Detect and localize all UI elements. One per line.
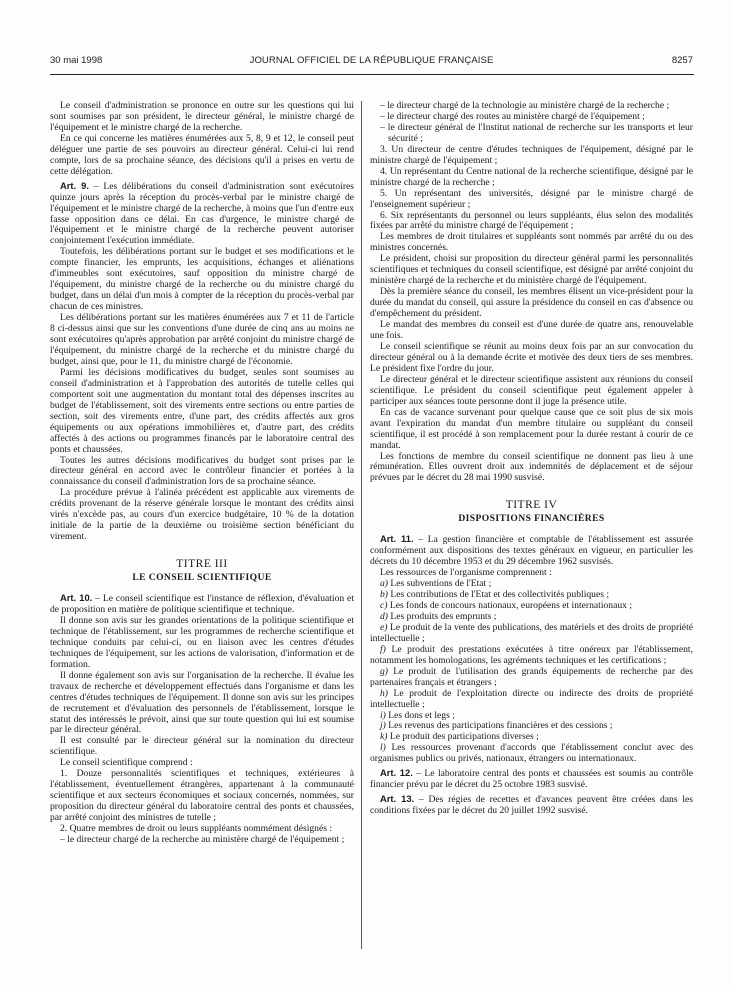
item-text: Les fonds de concours nationaux, européens et internationaux ; <box>387 599 633 611</box>
page-header <box>50 55 693 69</box>
article-10 <box>50 593 354 616</box>
item-text: Le produit des participations diverses ; <box>387 731 539 743</box>
item-text: Les produits des emprunts ; <box>388 610 497 622</box>
list-item: 1. Douze personnalités scientifiques et techniques, extérieures à l'établissement, éventuellement étrangères, appartenant à la communauté scientifique et aux secteurs économiques et sociaux concernés, nommées, sur proposition du directeur général du laboratoire central des ponts et chaussées, par arrêté conjoint des ministres de tutelle ; <box>50 768 354 824</box>
titre-subheading: LE CONSEIL SCIENTIFIQUE <box>132 572 272 584</box>
item-text: Le produit des prestations exécutées à titre onéreux par l'établissement, notamment les homologations, les agréments techniques et les certifications ; <box>370 643 693 666</box>
item-letter: d) <box>380 610 388 622</box>
item-text: Le produit de l'utilisation des grands équipements de recherche par des partenaires français et étrangers ; <box>370 665 693 688</box>
item-text: Le produit de l'exploitation directe ou indirecte des droits de propriété intellectuelle ; <box>370 687 693 710</box>
item-letter: c) <box>380 599 388 611</box>
item-text: Les subventions de l'Etat ; <box>388 578 492 590</box>
paragraph: Les membres de droit titulaires et suppléants sont nommés par arrêté du ou des ministres concernés. <box>370 231 693 254</box>
header-rule <box>50 74 694 75</box>
article-label: Art. 11. <box>380 533 414 545</box>
paragraph: Le conseil d'administration se prononce en outre sur les questions qui lui sont soumises par son président, le directeur général, le ministre chargé de l'équipement et le ministre chargé de la recherche. <box>50 100 354 133</box>
item-letter: i) <box>380 709 386 721</box>
paragraph: En cas de vacance survenant pour quelque cause que ce soit plus de six mois avant l'expiration du mandat d'un membre titulaire ou suppléant du conseil scientifique, il est procédé à son remplacement pour la durée restant à courir de ce mandat. <box>370 406 693 451</box>
dash-item: – le directeur général de l'Institut national de recherche sur les transports et leur sécurité ; <box>380 121 693 144</box>
item-text: Les revenus des participations financières et des cessions ; <box>385 720 613 732</box>
list-item: 6. Six représentants du personnel ou leurs suppléants, élus selon des modalités fixées par arrêté du ministre chargé de l'équipement ; <box>370 209 693 232</box>
dash-item: – le directeur chargé de la technologie au ministère chargé de la recherche ; <box>380 100 670 111</box>
paragraph: Toutefois, les délibérations portant sur le budget et ses modifications et le compte financier, les emprunts, les acquisitions, échanges et aliénations d'immeubles sont exécutoires, sauf opposition du ministre chargé de l'équipement, du ministre chargé de la recherche ou du ministre chargé du budget, dans un délai d'un mois à compter de la réception du procès-verbal par chacun de ces ministres. <box>50 246 354 313</box>
paragraph: Il donne son avis sur les grandes orientations de la politique scientifique et technique de l'établissement, sur les programmes de recherche scientifique et technique conduits par celui-ci, ou en liaison avec les centres d'études techniques de l'équipement, sur les actions de valorisation, d'information et de formation. <box>50 614 354 670</box>
paragraph: Les ressources de l'organisme comprennent : <box>380 567 552 579</box>
item-letter: a) <box>380 578 388 590</box>
item-text: Les ressources provenant d'accords que l'établissement conclut avec des organismes publics ou privés, nationaux, étrangers ou internationaux. <box>370 742 693 765</box>
list-item: 2. Quatre membres de droit ou leurs suppléants nommément désignés : <box>60 823 333 835</box>
item-letter: g) <box>380 665 388 677</box>
titre-subheading: DISPOSITIONS FINANCIÈRES <box>458 513 605 525</box>
left-column <box>50 101 354 846</box>
paragraph: La procédure prévue à l'alinéa précédent est applicable aux virements de crédits provenant de la réserve générale lorsque le montant des crédits ainsi virés n'excède pas, au cours d'un exercice budgétaire, 10 % de la dotation initiale de la partie de la deuxième ou troisième section bénéficiant du virement. <box>50 487 354 543</box>
paragraph: Le directeur général et le directeur scientifique assistent aux réunions du conseil scientifique. Le président du conseil scientifique peut également appeler à participer aux séances toute personne dont il juge la présence utile. <box>370 373 693 407</box>
list-item: 5. Un représentant des universités, désigné par le ministre chargé de l'enseignement supérieur ; <box>370 187 693 210</box>
paragraph: Toutes les autres décisions modificatives du budget sont prises par le directeur général en accord avec le contrôleur financier et portées à la connaissance du conseil d'administration lors de sa prochaine séance. <box>50 454 354 488</box>
resource-item <box>370 667 693 689</box>
resource-item <box>370 623 693 645</box>
article-9 <box>50 181 354 248</box>
list-item: 4. Un représentant du Centre national de la recherche scientifique, désigné par le ministre chargé de la recherche ; <box>370 165 693 188</box>
resource-item <box>370 743 693 765</box>
publication-date: 30 mai 1998 <box>50 55 103 66</box>
item-text: Les dons et legs ; <box>385 709 455 721</box>
paragraph: Les fonctions de membre du conseil scientifique ne donnent pas lieu à une rémunération. Elles ouvrent droit aux indemnités de déplacement et de séjour prévues par le décret du 28 mai 1990 susvisé. <box>370 450 693 484</box>
item-letter: k) <box>380 731 388 743</box>
item-letter: h) <box>380 687 388 699</box>
article-12 <box>370 768 693 791</box>
item-letter: e) <box>380 621 388 633</box>
resource-item <box>370 645 693 667</box>
paragraph: Parmi les décisions modificatives du budget, seules sont soumises au conseil d'administration et à l'approbation des autorités de tutelle celles qui comportent soit une augmentation du montant total des dépenses inscrites au budget de l'établissement, soit des virements entre sections ou entre parties de section, soit des virements entre, d'une part, des crédits affectés aux gros équipements ou aux opérations immobilières et, d'autre part, des crédits affectés à des actions ou programmes financés par le laboratoire central des ponts et chaussées. <box>50 366 354 455</box>
item-letter: b) <box>380 589 388 601</box>
resources-list <box>370 579 693 765</box>
column-divider <box>361 101 362 949</box>
journal-title: JOURNAL OFFICIEL DE LA RÉPUBLIQUE FRANÇAISE <box>249 55 494 66</box>
paragraph: En ce qui concerne les matières énumérées aux 5, 8, 9 et 12, le conseil peut déléguer une partie de ses pouvoirs au directeur général. Celui-ci lui rend compte, lors de sa prochaine séance, des décisions qu'il a prises en vertu de cette délégation. <box>50 132 354 177</box>
titre-heading: TITRE III <box>176 558 228 571</box>
article-text: – Le conseil scientifique est l'instance de réflexion, d'évaluation et de proposition en matière de politique scientifique et technique. <box>50 593 354 615</box>
item-text: Les contributions de l'Etat et des collectivités publiques ; <box>388 589 610 601</box>
item-letter: j) <box>380 720 386 732</box>
article-text: – Des régies de recettes et d'avances peuvent être créées dans les conditions fixées par le décret du 20 juillet 1992 susvisé. <box>370 794 693 817</box>
article-11 <box>370 534 693 568</box>
paragraph: Les délibérations portant sur les matières énumérées aux 7 et 11 de l'article 8 ci-dessus ainsi que sur les conventions d'une durée de cinq ans au moins ne sont exécutoires qu'après approbation par arrêté conjoint du ministre chargé de l'équipement, du ministre chargé de la recherche et du ministre chargé du budget, ainsi que, pour le 11, du ministre chargé de l'économie. <box>50 312 354 367</box>
item-letter: f) <box>380 643 386 655</box>
titre-heading: TITRE IV <box>505 499 558 512</box>
article-text: – Le laboratoire central des ponts et chaussées est soumis au contrôle financier prévu par le décret du 25 octobre 1983 susvisé. <box>370 768 693 791</box>
paragraph: Le conseil scientifique comprend : <box>60 757 193 769</box>
dash-item: – le directeur chargé de la recherche au ministère chargé de l'équipement ; <box>60 834 345 845</box>
right-column <box>370 101 693 817</box>
resource-item <box>370 689 693 711</box>
item-letter: l) <box>380 742 386 754</box>
article-label: Art. 12. <box>380 767 413 779</box>
paragraph: Il donne également son avis sur l'organisation de la recherche. Il évalue les travaux de recherche et développement effectués dans l'organisme et dans les centres d'études techniques de l'équipement. Il donne son avis sur les principes de recrutement et d'évaluation des personnels de l'établissement, lorsque le statut des intéressés le prévoit, ainsi que sur toute question qui lui est soumise par le directeur général. <box>50 669 354 736</box>
item-text: Le produit de la vente des publications, des matériels et des droits de propriété intellectuelle ; <box>370 621 693 644</box>
dash-item: – le directeur chargé des routes au ministère chargé de l'équipement ; <box>380 110 645 122</box>
paragraph: Le conseil scientifique se réunit au moins deux fois par an sur convocation du directeur général ou à la demande écrite et motivée des deux tiers de ses membres. Le président fixe l'ordre du jour. <box>370 340 693 374</box>
paragraph: Dès la première séance du conseil, les membres élisent un vice-président pour la durée du mandat du conseil, qui assure la présidence du conseil en cas d'absence ou d'empêchement du président. <box>370 286 693 320</box>
article-13 <box>370 794 693 817</box>
paragraph: Le mandat des membres du conseil est d'une durée de quatre ans, renouvelable une fois. <box>370 319 693 342</box>
article-text: – Les délibérations du conseil d'administration sont exécutoires quinze jours après la réception du procès-verbal par le ministre chargé de l'équipement et le ministre chargé de la recherche, à moins que l'un d'entre eux fasse opposition dans ce délai. En cas d'urgence, le ministre chargé de l'équipement et le ministre chargé de la recherche peuvent autoriser conjointement l'exécution immédiate. <box>50 180 354 247</box>
article-text: – La gestion financière et comptable de l'établissement est assurée conformément aux dispositions des textes généraux en vigueur, en particulier les décrets du 10 décembre 1953 et du 29 décembre 1962 susvisés. <box>370 534 694 568</box>
paragraph: Il est consulté par le directeur général sur la nomination du directeur scientifique. <box>50 735 354 758</box>
article-label: Art. 13. <box>380 793 415 805</box>
paragraph: Le président, choisi sur proposition du directeur général parmi les personnalités scientifiques et techniques du conseil scientifique, est désigné par arrêté conjoint du ministère chargé de la recherche et du ministère chargé de l'équipement. <box>370 253 693 287</box>
list-item: 3. Un directeur de centre d'études techniques de l'équipement, désigné par le ministre chargé de l'équipement ; <box>370 143 693 166</box>
article-label: Art. 10. <box>60 592 93 604</box>
page-number: 8257 <box>671 55 693 66</box>
article-label: Art. 9. <box>60 179 89 191</box>
